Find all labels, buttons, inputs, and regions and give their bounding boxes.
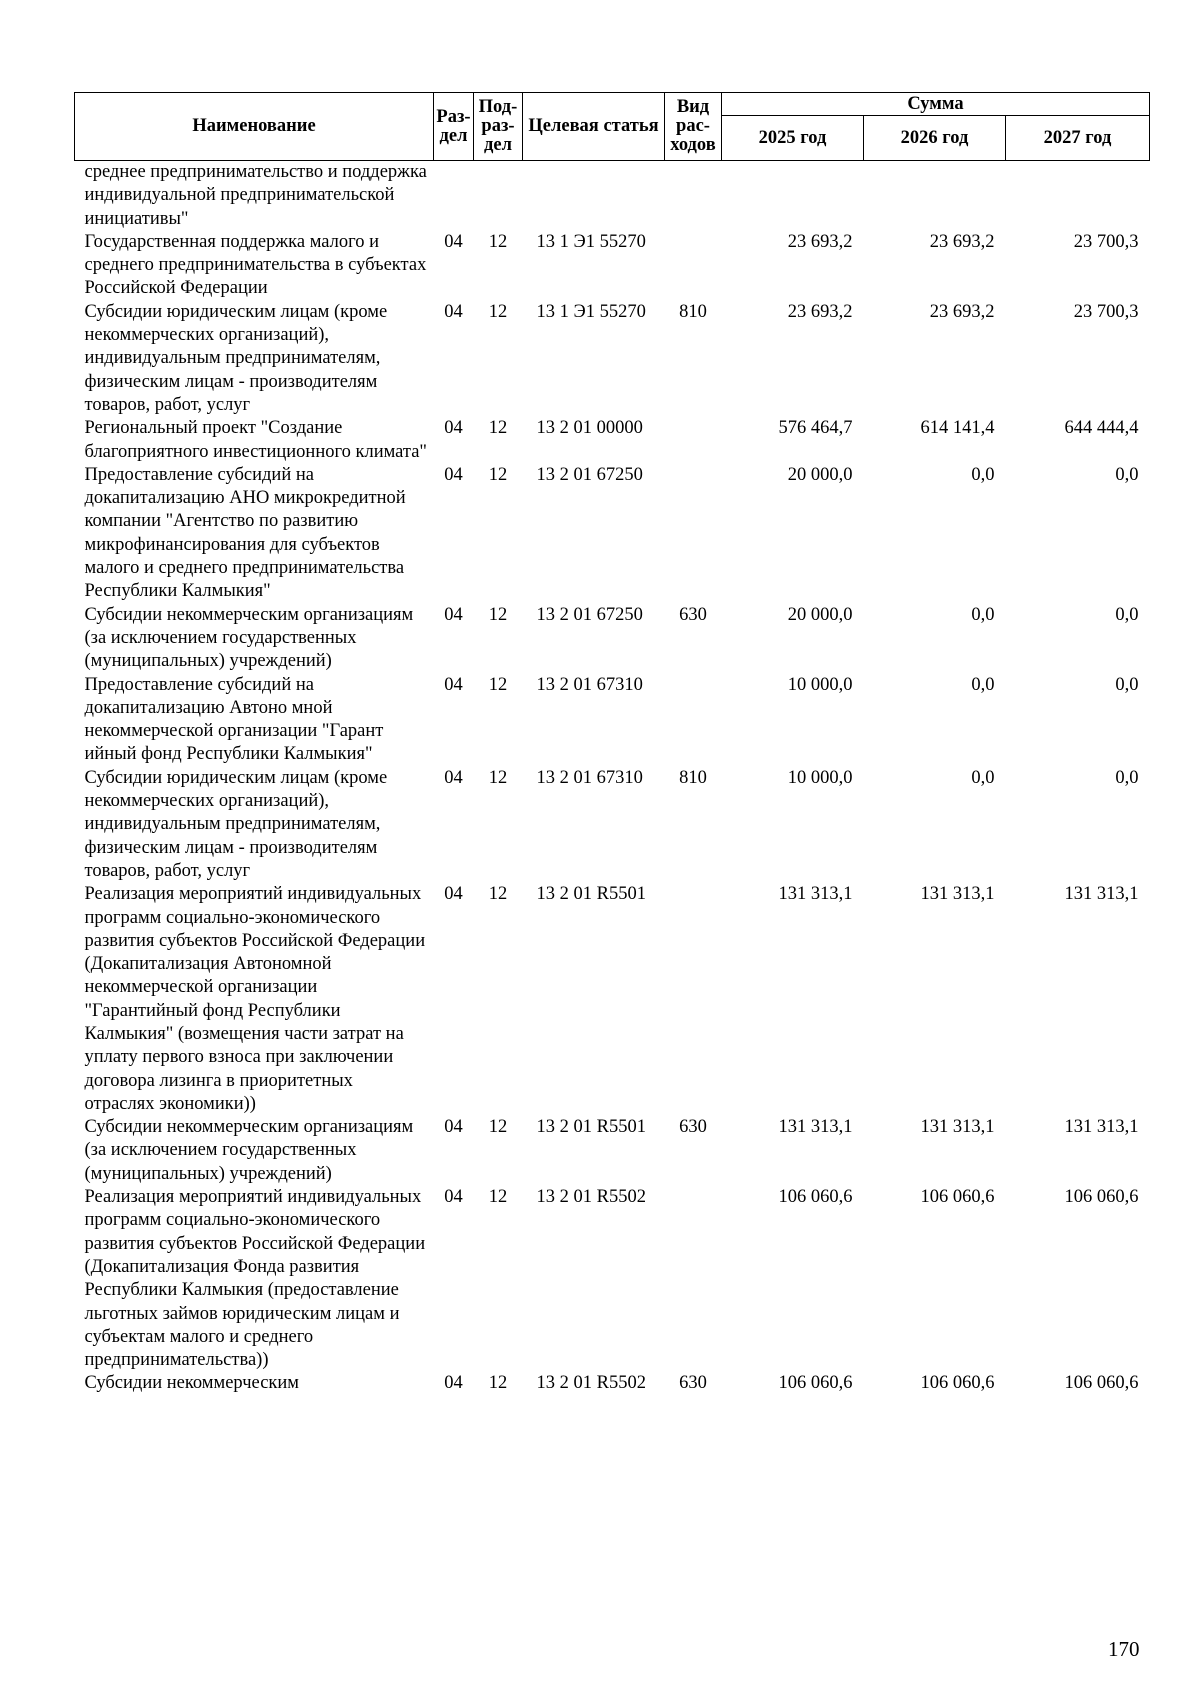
- row-name: среднее предпринимательство и поддержка индивидуальной предпринимательской инициативы": [84, 162, 427, 229]
- table-row: [75, 301, 1150, 417]
- row-podrazdel: 12: [488, 674, 508, 695]
- row-vid: [665, 417, 722, 464]
- row-vid: 630: [679, 1373, 707, 1394]
- header-razdel: Раз-дел: [434, 93, 474, 161]
- row-sum-2025: 10 000,0: [787, 767, 853, 788]
- row-vid: [665, 231, 722, 301]
- budget-table: [74, 92, 1150, 1396]
- table-row: [75, 417, 1150, 464]
- row-sum-2026: 23 693,2: [929, 231, 995, 252]
- row-vid: 810: [679, 301, 707, 322]
- row-celevaya: 13 2 01 67250: [536, 604, 643, 625]
- row-sum-2027: 644 444,4: [1064, 418, 1139, 439]
- row-sum-2025: 10 000,0: [787, 674, 853, 695]
- row-sum-2027: 0,0: [1115, 674, 1139, 695]
- row-sum-2025: 23 693,2: [787, 231, 853, 252]
- row-sum-2026: 614 141,4: [920, 418, 995, 439]
- row-sum-2026: 106 060,6: [920, 1187, 995, 1208]
- row-sum-2027: 0,0: [1115, 767, 1139, 788]
- row-sum-2027: [1006, 161, 1150, 231]
- table-row: [75, 161, 1150, 231]
- budget-page: [74, 92, 1149, 1396]
- row-sum-2025: 576 464,7: [778, 418, 853, 439]
- row-sum-2025: 131 313,1: [778, 884, 853, 905]
- row-podrazdel: 12: [488, 1373, 508, 1394]
- header-2026: 2026 год: [864, 116, 1006, 161]
- row-celevaya: 13 2 01 R5501: [536, 884, 646, 905]
- row-vid: 810: [679, 767, 707, 788]
- row-podrazdel: 12: [488, 301, 508, 322]
- row-celevaya: [523, 161, 665, 231]
- row-name: Предоставление субсидий на докапитализацию Автоно мной некоммерческой организации "Гарант ийный фонд Республики Калмыкия": [84, 674, 384, 765]
- row-podrazdel: 12: [488, 884, 508, 905]
- row-vid: 630: [679, 604, 707, 625]
- row-celevaya: 13 2 01 67310: [536, 674, 643, 695]
- table-row: [75, 604, 1150, 674]
- table-row: [75, 1186, 1150, 1372]
- row-sum-2025: 20 000,0: [787, 604, 853, 625]
- row-sum-2027: 106 060,6: [1064, 1187, 1139, 1208]
- table-row: [75, 1372, 1150, 1395]
- row-sum-2027: 0,0: [1115, 464, 1139, 485]
- row-razdel: 04: [444, 418, 463, 439]
- row-sum-2025: 23 693,2: [787, 301, 853, 322]
- row-sum-2025: 106 060,6: [778, 1187, 853, 1208]
- table-body: [75, 161, 1150, 1396]
- row-sum-2027: 0,0: [1115, 604, 1139, 625]
- header-summa: Сумма: [722, 93, 1150, 116]
- row-sum-2027: 131 313,1: [1064, 1117, 1139, 1138]
- row-vid: [665, 674, 722, 767]
- row-celevaya: 13 2 01 67250: [536, 464, 643, 485]
- row-razdel: 04: [444, 1117, 463, 1138]
- table-row: [75, 231, 1150, 301]
- row-celevaya: 13 2 01 00000: [536, 418, 643, 439]
- header-vid: Вид рас-ходов: [665, 93, 722, 161]
- row-name: Субсидии юридическим лицам (кроме некоммерческих организаций), индивидуальным предпринимателям, физическим лицам - производителям товаров, работ, услуг: [84, 301, 388, 415]
- row-vid: 630: [679, 1117, 707, 1138]
- row-razdel: 04: [444, 301, 463, 322]
- row-sum-2027: 23 700,3: [1073, 301, 1139, 322]
- row-razdel: 04: [444, 767, 463, 788]
- row-sum-2026: 0,0: [971, 674, 995, 695]
- row-sum-2026: 0,0: [971, 464, 995, 485]
- table-header: [75, 93, 1150, 161]
- row-razdel: [434, 161, 474, 231]
- row-sum-2025: 20 000,0: [787, 464, 853, 485]
- header-2027: 2027 год: [1006, 116, 1150, 161]
- row-name: Предоставление субсидий на докапитализацию АНО микрокредитной компании "Агентство по развитию микрофинансирования для субъектов малого и среднего предпринимательства Республики Калмыкия": [84, 464, 406, 602]
- header-name: Наименование: [75, 93, 434, 161]
- row-sum-2025: [722, 161, 864, 231]
- row-sum-2026: 0,0: [971, 767, 995, 788]
- row-razdel: 04: [444, 464, 463, 485]
- table-row: [75, 1116, 1150, 1186]
- row-razdel: 04: [444, 674, 463, 695]
- row-razdel: 04: [444, 1187, 463, 1208]
- row-razdel: 04: [444, 1373, 463, 1394]
- row-sum-2027: 23 700,3: [1073, 231, 1139, 252]
- row-vid: [665, 161, 722, 231]
- row-celevaya: 13 2 01 R5502: [536, 1373, 646, 1394]
- row-sum-2026: 23 693,2: [929, 301, 995, 322]
- row-celevaya: 13 1 Э1 55270: [536, 231, 646, 252]
- row-name: Реализация мероприятий индивидуальных программ социально-экономического развития субъектов Российской Федерации (Докапитализация Автономной некоммерческой организации "Гарантийный фонд Республики Калмыкия" (возмещения части затрат на уплату первого взноса при заключении договора лизинга в приоритетных отраслях экономики)): [84, 884, 426, 1114]
- row-sum-2026: 0,0: [971, 604, 995, 625]
- row-podrazdel: 12: [488, 418, 508, 439]
- row-celevaya: 13 2 01 R5501: [536, 1117, 646, 1138]
- row-podrazdel: [474, 161, 523, 231]
- header-2025: 2025 год: [722, 116, 864, 161]
- row-podrazdel: 12: [488, 1187, 508, 1208]
- row-sum-2026: 131 313,1: [920, 1117, 995, 1138]
- row-celevaya: 13 2 01 67310: [536, 767, 643, 788]
- row-name: Субсидии некоммерческим организациям (за исключением государственных (муниципальных) учреждений): [84, 1117, 414, 1184]
- row-sum-2027: 106 060,6: [1064, 1373, 1139, 1394]
- row-name: Субсидии некоммерческим организациям (за исключением государственных (муниципальных) учреждений): [84, 604, 414, 672]
- page-number: 170: [1108, 1637, 1140, 1661]
- row-name: Региональный проект "Создание благоприятного инвестиционного климата": [84, 418, 427, 462]
- row-sum-2026: [864, 161, 1006, 231]
- header-celevaya: Целевая статья: [523, 93, 665, 161]
- row-sum-2027: 131 313,1: [1064, 884, 1139, 905]
- row-sum-2025: 131 313,1: [778, 1117, 853, 1138]
- row-vid: [665, 1186, 722, 1372]
- row-razdel: 04: [444, 604, 463, 625]
- row-name: Субсидии некоммерческим: [84, 1373, 300, 1394]
- row-vid: [665, 464, 722, 604]
- row-podrazdel: 12: [488, 604, 508, 625]
- row-name: Субсидии юридическим лицам (кроме некоммерческих организаций), индивидуальным предпринимателям, физическим лицам - производителям товаров, работ, услуг: [84, 767, 388, 881]
- row-podrazdel: 12: [488, 1117, 508, 1138]
- row-celevaya: 13 2 01 R5502: [536, 1187, 646, 1208]
- row-podrazdel: 12: [488, 231, 508, 252]
- row-razdel: 04: [444, 884, 463, 905]
- row-name: Реализация мероприятий индивидуальных программ социально-экономического развития субъектов Российской Федерации (Докапитализация Фонда развития Республики Калмыкия (предоставление льготных займов юридическим лицам и субъектам малого и среднего предпринимательства)): [84, 1187, 426, 1371]
- table-row: [75, 674, 1150, 767]
- row-celevaya: 13 1 Э1 55270: [536, 301, 646, 322]
- row-podrazdel: 12: [488, 767, 508, 788]
- row-razdel: 04: [444, 231, 463, 252]
- header-podrazdel: Под-раз-дел: [474, 93, 523, 161]
- row-vid: [665, 883, 722, 1116]
- row-name: Государственная поддержка малого и среднего предпринимательства в субъектах Российской Федерации: [84, 231, 427, 299]
- table-row: [75, 464, 1150, 604]
- row-sum-2025: 106 060,6: [778, 1373, 853, 1394]
- row-podrazdel: 12: [488, 464, 508, 485]
- table-row: [75, 767, 1150, 883]
- table-row: [75, 883, 1150, 1116]
- row-sum-2026: 106 060,6: [920, 1373, 995, 1394]
- row-sum-2026: 131 313,1: [920, 884, 995, 905]
